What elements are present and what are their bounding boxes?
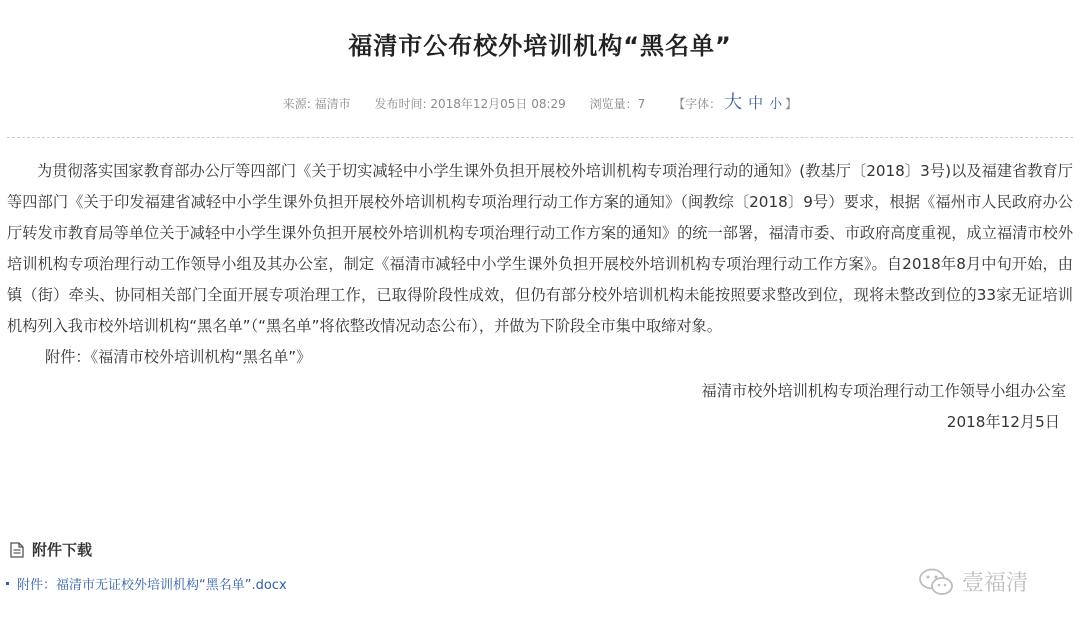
view-count: 浏览量：7 — [589, 97, 646, 111]
article-body — [7, 156, 1073, 438]
body-paragraph: 为贯彻落实国家教育部办公厅等四部门《关于切实减轻中小学生课外负担开展校外培训机构专项治理行动的通知》(教基厅〔2018〕3号)以及福建省教育厅等四部门《关于印发福建省减轻中小学生课外负担开展校外培训机构专项治理行动工作方案的通知》（闽教综〔2018〕9号）要求，根据《福州市人民政府办公厅转发市教育局等单位关于减轻中小学生课外负担开展校外培训机构专项治理行动工作方案的通知》的统一部署，福清市委、市政府高度重视，成立福清市校外培训机构专项治理行动工作领导小组及其办公室，制定《福清市减轻中小学生课外负担开展校外培训机构专项治理行动工作方案》。自2018年8月中旬开始，由镇（街）牵头、协同相关部门全面开展专项治理工作，已取得阶段性成效，但仍有部分校外培训机构未能按照要求整改到位，现将未整改到位的33家无证培训机构列入我市校外培训机构“黑名单”（“黑名单”将依整改情况动态公布），并做为下阶段全市集中取缔对象。 — [7, 162, 1073, 335]
download-item[interactable] — [6, 574, 287, 593]
page-title: 福清市公布校外培训机构“黑名单” — [348, 32, 732, 60]
download-item-label[interactable]: 附件：福清市无证校外培训机构“黑名单”.docx — [17, 578, 287, 593]
downloads-header-label: 附件下载 — [32, 541, 93, 559]
divider — [7, 137, 1073, 138]
watermark-text: 壹福清 — [962, 571, 1029, 596]
font-size-label: 【字体： — [673, 97, 722, 111]
publish-time: 发布时间: 2018年12月05日 08:29 — [374, 97, 566, 111]
article-meta — [0, 88, 1080, 114]
downloads-header — [10, 539, 92, 560]
font-size-large-button[interactable]: 大 — [724, 92, 743, 113]
wechat-icon — [918, 567, 954, 597]
font-size-close-bracket: 】 — [785, 97, 798, 111]
attachment-mention: 附件：《福清市校外培训机构“黑名单”》 — [45, 348, 312, 366]
font-size-medium-button[interactable]: 中 — [748, 94, 764, 112]
font-size-small-button[interactable]: 小 — [769, 97, 783, 112]
document-icon — [10, 542, 24, 558]
source-label: 来源: 福清市 — [282, 97, 351, 111]
signature-date: 2018年12月5日 — [946, 413, 1060, 431]
font-size-control — [673, 92, 798, 113]
watermark — [918, 566, 1028, 597]
bullet-icon — [6, 582, 9, 585]
signature: 福清市校外培训机构专项治理行动工作领导小组办公室 — [701, 382, 1066, 400]
